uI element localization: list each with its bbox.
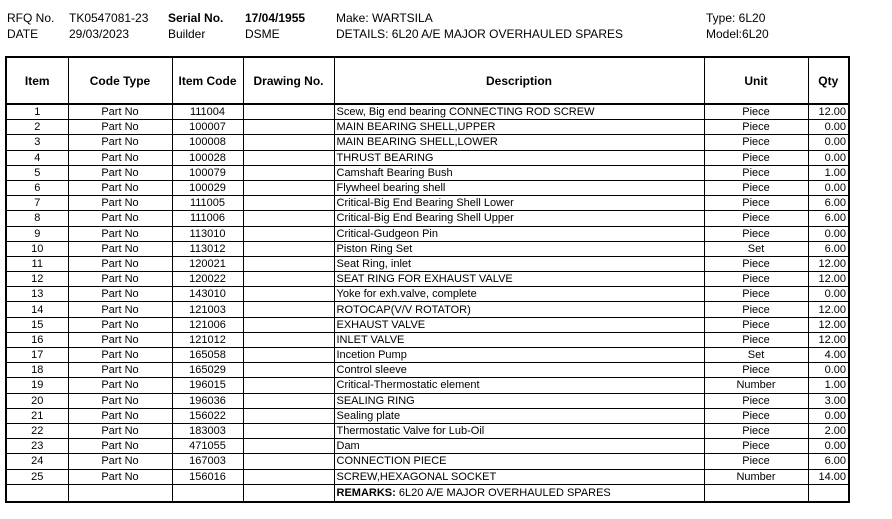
cell-item-code: 121006 [172,317,243,332]
cell-qty: 4.00 [808,348,849,363]
cell-code-type: Part No [68,317,172,332]
cell-item-code: 100079 [172,165,243,180]
cell-code-type: Part No [68,180,172,195]
cell-drawing-no [243,423,334,438]
cell-drawing-no [243,211,334,226]
cell-code-type: Part No [68,423,172,438]
cell-description: Dam [334,439,704,454]
cell-unit: Piece [704,120,808,135]
cell-item-code: 111006 [172,211,243,226]
cell-item-code: 120022 [172,272,243,287]
cell-unit: Piece [704,135,808,150]
cell-item: 3 [6,135,68,150]
cell-unit: Set [704,241,808,256]
cell-unit: Piece [704,363,808,378]
cell-item: 8 [6,211,68,226]
cell-description: SEALING RING [334,393,704,408]
table-row [6,165,849,180]
cell-code-type: Part No [68,287,172,302]
table-row [6,393,849,408]
cell-code-type: Part No [68,393,172,408]
cell-drawing-no [243,150,334,165]
cell-unit: Number [704,469,808,484]
cell-qty: 1.00 [808,378,849,393]
cell-qty: 3.00 [808,393,849,408]
cell-item: 11 [6,256,68,271]
cell-unit: Number [704,378,808,393]
header-rfq-value: TK0547081-23 [69,11,149,25]
cell-drawing-no [243,241,334,256]
cell-item: 1 [6,104,68,120]
cell-qty: 0.00 [808,287,849,302]
col-header-description: Description [334,57,704,104]
cell-item-code: 471055 [172,439,243,454]
cell-description: MAIN BEARING SHELL,LOWER [334,135,704,150]
col-header-item-code: Item Code [172,57,243,104]
cell-code-type: Part No [68,378,172,393]
cell-qty: 6.00 [808,196,849,211]
remarks-cell [334,484,704,502]
cell-qty: 12.00 [808,104,849,120]
cell-code-type: Part No [68,469,172,484]
cell-unit: Piece [704,272,808,287]
cell-drawing-no [243,196,334,211]
col-header-drawing-no: Drawing No. [243,57,334,104]
cell-item-code: 183003 [172,423,243,438]
cell-item-code: 143010 [172,287,243,302]
cell-code-type: Part No [68,120,172,135]
cell-item-code: 100007 [172,120,243,135]
col-header-qty: Qty [808,57,849,104]
cell-item-code: 196036 [172,393,243,408]
cell-description: THRUST BEARING [334,150,704,165]
cell-qty: 0.00 [808,363,849,378]
cell-item-code: 165058 [172,348,243,363]
cell-qty: 6.00 [808,454,849,469]
table-row [6,272,849,287]
spares-table [5,56,850,503]
cell-drawing-no [243,408,334,423]
cell-description: INLET VALVE [334,332,704,347]
cell-description: SEAT RING FOR EXHAUST VALVE [334,272,704,287]
table-row [6,135,849,150]
cell-drawing-no [243,302,334,317]
cell-item-code: 113012 [172,241,243,256]
cell-description: EXHAUST VALVE [334,317,704,332]
cell-code-type: Part No [68,165,172,180]
cell-item: 18 [6,363,68,378]
cell-item: 6 [6,180,68,195]
cell-item: 21 [6,408,68,423]
cell-unit: Piece [704,196,808,211]
cell-item: 9 [6,226,68,241]
cell-item-code: 156022 [172,408,243,423]
cell-drawing-no [243,348,334,363]
header-date-label: DATE [7,27,39,41]
cell-item: 16 [6,332,68,347]
cell-item: 7 [6,196,68,211]
cell-drawing-no [243,120,334,135]
header-builder-label: Builder [168,27,206,41]
cell-item: 14 [6,302,68,317]
cell-item: 12 [6,272,68,287]
cell-item-code: 156016 [172,469,243,484]
cell-unit: Piece [704,226,808,241]
header-date-value: 29/03/2023 [69,27,130,41]
cell-item: 2 [6,120,68,135]
table-row [6,150,849,165]
cell-qty: 12.00 [808,332,849,347]
table-row [6,241,849,256]
cell-code-type: Part No [68,211,172,226]
cell-code-type: Part No [68,272,172,287]
cell-unit: Piece [704,302,808,317]
cell-description: MAIN BEARING SHELL,UPPER [334,120,704,135]
cell-qty: 0.00 [808,226,849,241]
cell-item-code: 121003 [172,302,243,317]
cell-item-code: 165029 [172,363,243,378]
cell-description: Flywheel bearing shell [334,180,704,195]
cell-item: 23 [6,439,68,454]
cell-unit: Piece [704,150,808,165]
cell-item: 15 [6,317,68,332]
cell-qty: 12.00 [808,256,849,271]
header-type: Type: 6L20 [706,11,766,25]
cell-qty: 0.00 [808,120,849,135]
cell-unit: Piece [704,317,808,332]
cell-unit: Piece [704,165,808,180]
table-row [6,196,849,211]
cell-code-type: Part No [68,332,172,347]
cell-drawing-no [243,165,334,180]
cell-code-type: Part No [68,348,172,363]
cell-qty: 0.00 [808,135,849,150]
cell-description: Critical-Big End Bearing Shell Lower [334,196,704,211]
header-rfq-label: RFQ No. [7,11,55,25]
cell-item: 5 [6,165,68,180]
cell-item-code: 111004 [172,104,243,120]
table-row [6,302,849,317]
cell-code-type: Part No [68,196,172,211]
cell-item: 17 [6,348,68,363]
cell-drawing-no [243,454,334,469]
remarks-label: REMARKS: [336,486,396,499]
cell-item-code: 121012 [172,332,243,347]
cell-description: Seat Ring, inlet [334,256,704,271]
cell-item: 13 [6,287,68,302]
header-make: Make: WARTSILA [336,11,433,25]
table-row [6,256,849,271]
cell-qty: 1.00 [808,165,849,180]
cell-qty: 6.00 [808,211,849,226]
cell-code-type: Part No [68,408,172,423]
cell-code-type: Part No [68,454,172,469]
cell-code-type: Part No [68,363,172,378]
cell-description: CONNECTION PIECE [334,454,704,469]
cell-description: Sealing plate [334,408,704,423]
cell-code-type: Part No [68,256,172,271]
table-row [6,180,849,195]
remarks-row [6,484,849,502]
cell-unit: Piece [704,211,808,226]
cell-drawing-no [243,439,334,454]
header-builder-value: DSME [245,27,280,41]
table-row [6,378,849,393]
cell-item-code: 111005 [172,196,243,211]
cell-unit: Piece [704,256,808,271]
table-row [6,348,849,363]
table-row [6,408,849,423]
remarks-value: 6L20 A/E MAJOR OVERHAULED SPARES [398,486,611,499]
cell-drawing-no [243,226,334,241]
cell-unit: Piece [704,439,808,454]
cell-unit: Set [704,348,808,363]
cell-drawing-no [243,332,334,347]
cell-unit: Piece [704,423,808,438]
table-row [6,226,849,241]
cell-code-type: Part No [68,439,172,454]
table-row [6,317,849,332]
cell-unit: Piece [704,180,808,195]
table-row [6,439,849,454]
cell-drawing-no [243,469,334,484]
cell-unit: Piece [704,287,808,302]
cell-unit: Piece [704,332,808,347]
cell-description: Scew, Big end bearing CONNECTING ROD SCREW [334,104,704,120]
col-header-unit: Unit [704,57,808,104]
cell-drawing-no [243,317,334,332]
table-row [6,120,849,135]
table-row [6,104,849,120]
cell-drawing-no [243,363,334,378]
cell-description: Incetion Pump [334,348,704,363]
cell-qty: 2.00 [808,423,849,438]
cell-code-type: Part No [68,135,172,150]
cell-code-type: Part No [68,150,172,165]
header-serial-value: 17/04/1955 [245,11,306,25]
cell-item: 25 [6,469,68,484]
cell-qty: 0.00 [808,150,849,165]
cell-unit: Piece [704,104,808,120]
cell-item: 4 [6,150,68,165]
cell-description: Control sleeve [334,363,704,378]
table-row [6,287,849,302]
cell-description: SCREW,HEXAGONAL SOCKET [334,469,704,484]
cell-drawing-no [243,256,334,271]
col-header-code-type: Code Type [68,57,172,104]
cell-drawing-no [243,180,334,195]
cell-unit: Piece [704,393,808,408]
table-header-row [6,57,849,104]
header-model: Model:6L20 [706,27,769,41]
cell-drawing-no [243,393,334,408]
cell-code-type: Part No [68,241,172,256]
cell-description: Critical-Gudgeon Pin [334,226,704,241]
cell-item-code: 196015 [172,378,243,393]
cell-drawing-no [243,287,334,302]
cell-qty: 12.00 [808,302,849,317]
cell-qty: 14.00 [808,469,849,484]
cell-drawing-no [243,104,334,120]
cell-drawing-no [243,378,334,393]
cell-description: ROTOCAP(V/V ROTATOR) [334,302,704,317]
cell-qty: 0.00 [808,439,849,454]
cell-qty: 6.00 [808,241,849,256]
cell-unit: Piece [704,408,808,423]
cell-description: Critical-Big End Bearing Shell Upper [334,211,704,226]
table-row [6,332,849,347]
cell-drawing-no [243,272,334,287]
table-row [6,454,849,469]
cell-qty: 12.00 [808,272,849,287]
cell-item-code: 113010 [172,226,243,241]
cell-description: Piston Ring Set [334,241,704,256]
col-header-item: Item [6,57,68,104]
cell-item-code: 120021 [172,256,243,271]
header-serial-label: Serial No. [168,11,224,25]
cell-code-type: Part No [68,302,172,317]
cell-item-code: 167003 [172,454,243,469]
cell-description: Camshaft Bearing Bush [334,165,704,180]
cell-item-code: 100028 [172,150,243,165]
cell-description: Thermostatic Valve for Lub-Oil [334,423,704,438]
cell-item: 22 [6,423,68,438]
cell-item: 20 [6,393,68,408]
cell-code-type: Part No [68,226,172,241]
table-body [6,104,849,502]
cell-item: 10 [6,241,68,256]
cell-qty: 12.00 [808,317,849,332]
header-details: DETAILS: 6L20 A/E MAJOR OVERHAULED SPARES [336,27,623,41]
cell-qty: 0.00 [808,180,849,195]
table-row [6,211,849,226]
cell-code-type: Part No [68,104,172,120]
cell-description: Critical-Thermostatic element [334,378,704,393]
table-row [6,469,849,484]
table-row [6,423,849,438]
cell-item-code: 100029 [172,180,243,195]
table-row [6,363,849,378]
cell-item: 19 [6,378,68,393]
cell-qty: 0.00 [808,408,849,423]
cell-drawing-no [243,135,334,150]
cell-unit: Piece [704,454,808,469]
cell-description: Yoke for exh.valve, complete [334,287,704,302]
cell-item: 24 [6,454,68,469]
cell-item-code: 100008 [172,135,243,150]
